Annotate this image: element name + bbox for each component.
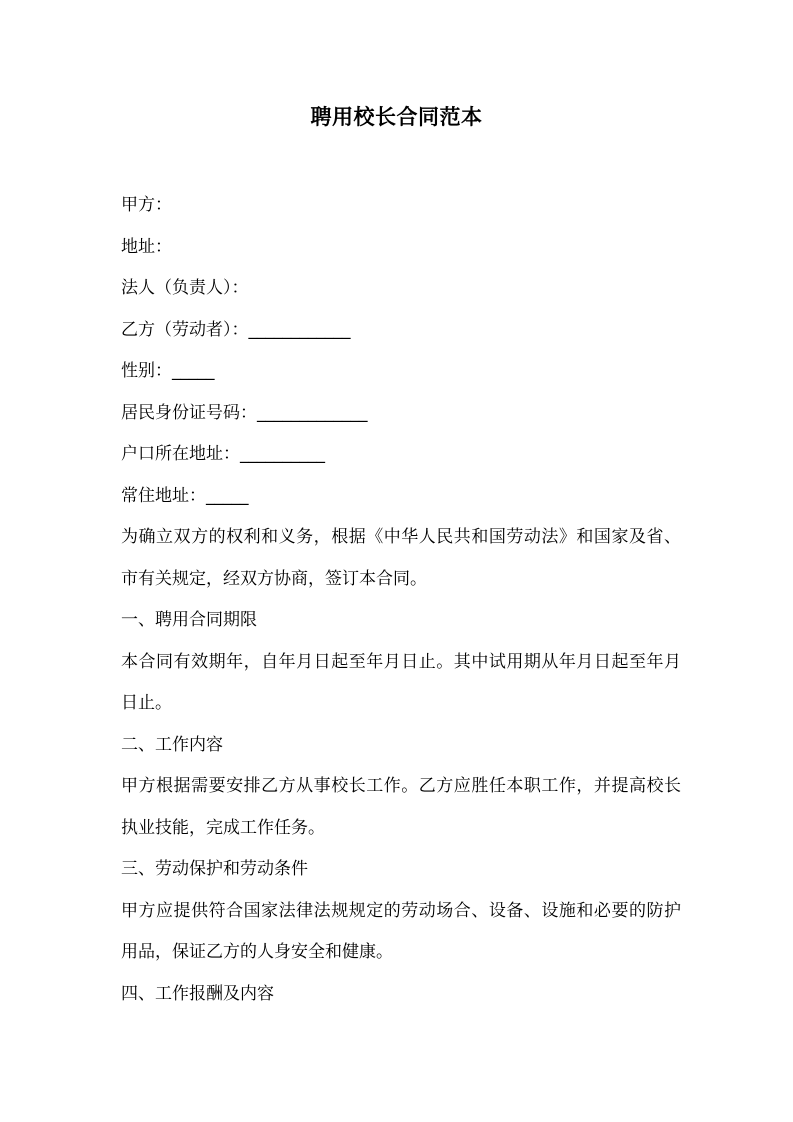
section-body: 甲方应提供符合国家法律法规规定的劳动场合、设备、设施和必要的防护用品，保证乙方的人身安全和健康。 xyxy=(121,900,681,962)
field-label: 乙方（劳动者）： xyxy=(121,319,249,340)
field-label: 户口所在地址： xyxy=(121,444,240,464)
field-blank: ____________ xyxy=(248,319,351,340)
field-blank: __________ xyxy=(240,444,325,464)
section-body: 甲方根据需要安排乙方从事校长工作。乙方应胜任本职工作，并提高校长执业技能，完成工作任务。 xyxy=(121,776,681,838)
section-heading: 一、聘用合同期限 xyxy=(121,610,257,630)
field-blank: _____ xyxy=(206,485,249,506)
field-gender xyxy=(121,351,681,393)
field-label: 法人（负责人）： xyxy=(121,278,249,298)
section-heading: 二、工作内容 xyxy=(121,734,223,755)
document-title: 聘用校长合同范本 xyxy=(310,105,483,129)
field-id-number xyxy=(121,393,681,435)
field-legal-person xyxy=(121,268,681,310)
field-residence-address xyxy=(121,476,681,518)
field-label: 常住地址： xyxy=(121,485,206,506)
field-label: 甲方： xyxy=(121,195,172,215)
field-label: 居民身份证号码： xyxy=(121,402,257,423)
field-blank: _____ xyxy=(172,361,215,381)
field-blank: _____________ xyxy=(257,402,368,423)
field-party-b xyxy=(121,310,681,352)
document-body xyxy=(121,185,681,1015)
section-heading: 四、工作报酬及内容 xyxy=(121,983,274,1004)
field-address xyxy=(121,227,681,269)
field-label: 地址： xyxy=(121,236,172,257)
field-label: 性别： xyxy=(121,361,172,381)
field-party-a xyxy=(121,185,681,227)
section-body: 本合同有效期年，自年月日起至年月日止。其中试用期从年月日起至年月日止。 xyxy=(121,651,681,713)
intro-paragraph: 为确立双方的权利和义务，根据《中华人民共和国劳动法》和国家及省、市有关规定，经双方协商，签订本合同。 xyxy=(121,527,681,589)
field-household-address xyxy=(121,434,681,476)
section-heading: 三、劳动保护和劳动条件 xyxy=(121,859,308,879)
